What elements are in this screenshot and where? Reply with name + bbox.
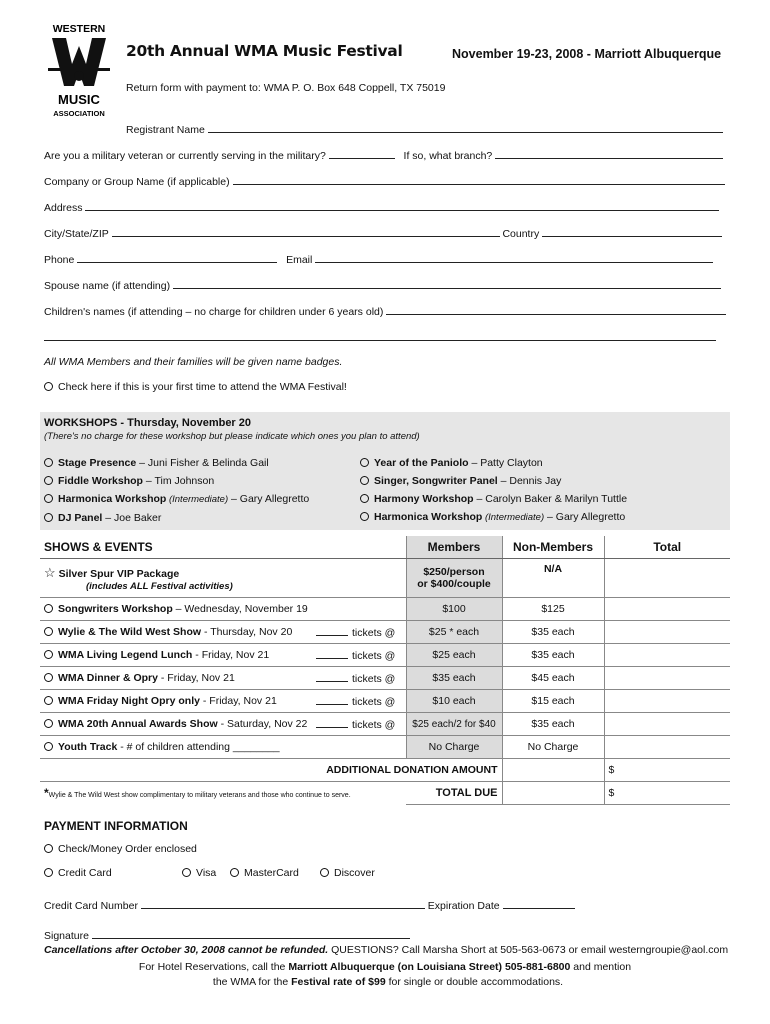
workshop-checkbox[interactable] [360,512,369,521]
workshops-subheading: (There's no charge for these workshop but please indicate which ones you plan to attend) [44,431,420,442]
phone-row [44,252,713,266]
members-price: $25 each/2 for $40 [406,713,502,736]
members-price: $10 each [406,690,502,713]
cancel-policy: Cancellations after October 30, 2008 cannot be refunded. [44,944,329,956]
city-row [44,226,722,240]
address-label: Address [44,202,83,214]
check-option: Check/Money Order enclosed [44,843,197,855]
payment-heading: PAYMENT INFORMATION [44,819,188,833]
tickets-field[interactable] [316,649,348,659]
workshop-checkbox[interactable] [44,494,53,503]
table-row: WMA Friday Night Opry only - Friday, Nov 21 tickets @ $10 each $15 each [40,690,730,713]
total-cell[interactable] [604,690,730,713]
country-field[interactable] [542,226,722,237]
total-cell[interactable] [604,713,730,736]
donation-row [40,759,730,782]
workshop-item: Fiddle Workshop – Tim Johnson [44,472,309,490]
hotel-line-2: the WMA for the Festival rate of $99 for single or double accommodations. [212,976,564,988]
total-cell[interactable] [604,644,730,667]
country-label: Country [502,228,540,240]
children-label: Children's names (if attending – no charge for children under 6 years old) [44,306,384,318]
address-field[interactable] [85,200,719,211]
table-row: WMA Living Legend Lunch - Friday, Nov 21 tickets @ $25 each $35 each [40,644,730,667]
event-checkbox[interactable] [44,673,53,682]
workshops-left [44,454,309,527]
military-field[interactable] [329,148,395,159]
logo-text-bot: ASSOCIATION [53,109,105,118]
workshops-heading: WORKSHOPS - Thursday, November 20 [44,417,252,429]
members-price: $100 [406,598,502,621]
workshop-checkbox[interactable] [360,494,369,503]
tickets-field[interactable] [316,718,348,728]
event-dates: November 19-23, 2008 - Marriott Albuquerque [452,47,722,61]
workshop-item: Harmonica Workshop (Intermediate) – Gary Allegretto [360,508,627,527]
nonmembers-price: $125 [502,598,604,621]
star-icon[interactable]: ☆ [44,564,56,580]
total-cell[interactable] [604,667,730,690]
children-row [44,304,726,318]
table-row: WMA Dinner & Opry - Friday, Nov 21 tickets @ $35 each $45 each [40,667,730,690]
company-field[interactable] [233,174,725,185]
page-title: 20th Annual WMA Music Festival [126,42,403,60]
registrant-label: Registrant Name [126,124,205,136]
event-checkbox[interactable] [44,604,53,613]
event-checkbox[interactable] [44,719,53,728]
workshop-checkbox[interactable] [44,513,53,522]
workshop-item: Singer, Songwriter Panel – Dennis Jay [360,472,627,490]
workshop-item: Harmonica Workshop (Intermediate) – Gary Allegretto [44,490,309,509]
table-header-row [40,536,730,559]
workshop-item: Stage Presence – Juni Fisher & Belinda Gail [44,454,309,472]
table-row: Youth Track - # of children attending ________ No Charge No Charge [40,736,730,759]
children-field[interactable] [386,304,726,315]
company-row [44,174,725,188]
nonmembers-price: $35 each [502,644,604,667]
event-checkbox[interactable] [44,742,53,751]
registrant-row [126,122,723,136]
credit-radio[interactable] [44,868,53,877]
logo-text-mid: MUSIC [58,92,100,107]
members-price: $35 each [406,667,502,690]
first-time-checkbox[interactable] [44,382,53,391]
company-label: Company or Group Name (if applicable) [44,176,230,188]
first-time-row [44,381,347,393]
nonmembers-price: $45 each [502,667,604,690]
vip-sub: (includes ALL Festival activities) [86,580,233,592]
discover-radio[interactable] [320,868,329,877]
table-row: Songwriters Workshop – Wednesday, November 19 $100 $125 [40,598,730,621]
card-number-row: Credit Card Number Expiration Date [44,898,575,912]
col-total: Total [604,536,730,559]
table-row: Wylie & The Wild West Show - Thursday, Nov 20 tickets @ $25 * each $35 each [40,621,730,644]
tickets-field[interactable] [316,672,348,682]
event-checkbox[interactable] [44,696,53,705]
footer-cancel-line [44,944,728,956]
hotel-line-1: For Hotel Reservations, call the Marriott Albuquerque (on Louisiana Street) 505-881-6800 and mention [138,961,632,973]
workshop-checkbox[interactable] [360,458,369,467]
city-label: City/State/ZIP [44,228,109,240]
military-row [44,148,723,162]
visa-radio[interactable] [182,868,191,877]
total-cell[interactable] [604,598,730,621]
workshop-item: Harmony Workshop – Carolyn Baker & Marilyn Tuttle [360,490,627,508]
donation-label: ADDITIONAL DONATION AMOUNT [40,759,502,782]
questions: QUESTIONS? Call Marsha Short at 505-563-0673 or email westerngroupie@aol.com [328,944,729,956]
visa-option: Visa [182,867,216,879]
vip-cell [40,559,406,598]
logo-text-top: WESTERN [52,23,106,35]
address-row [44,200,719,214]
credit-option: Credit Card [44,867,112,879]
vip-nonmembers: N/A [502,559,604,598]
workshop-checkbox[interactable] [44,458,53,467]
city-field[interactable] [112,226,500,237]
col-nonmembers: Non-Members [502,536,604,559]
workshop-checkbox[interactable] [44,476,53,485]
first-time-label: Check here if this is your first time to attend the WMA Festival! [58,381,347,393]
spouse-label: Spouse name (if attending) [44,280,171,292]
nonmembers-price: $15 each [502,690,604,713]
members-price: No Charge [406,736,502,759]
vip-total[interactable] [604,559,730,598]
badges-note: All WMA Members and their families will be given name badges. [44,356,343,368]
card-number-field[interactable] [141,898,425,909]
discover-option: Discover [320,867,375,879]
total-row [40,782,730,805]
members-price: $25 each [406,644,502,667]
total-due-amount[interactable]: $ [604,782,730,805]
nonmembers-price: $35 each [502,713,604,736]
email-field[interactable] [315,252,713,263]
donation-amount[interactable]: $ [604,759,730,782]
spouse-row [44,278,721,292]
total-cell[interactable] [604,736,730,759]
tickets-field[interactable] [316,695,348,705]
military-label: Are you a military veteran or currently serving in the military? [44,150,326,162]
footnote: *Wylie & The Wild West show complimentary to military veterans and those who continue to serve. [44,786,351,801]
phone-label: Phone [44,254,75,266]
col-event: SHOWS & EVENTS [40,536,406,559]
tickets-field[interactable] [316,626,348,636]
signature-row: Signature [44,928,410,942]
expiration-field[interactable] [503,898,575,909]
shows-table [40,536,730,805]
table-row-vip [40,559,730,598]
email-label: Email [286,254,313,266]
signature-field[interactable] [92,928,410,939]
children-field-line2[interactable] [44,330,716,341]
workshops-right [360,454,627,527]
mastercard-option: MasterCard [230,867,299,879]
table-row: WMA 20th Annual Awards Show - Saturday, Nov 22 tickets @ $25 each/2 for $40 $35 each [40,713,730,736]
registrant-field[interactable] [208,122,723,133]
branch-field[interactable] [495,148,723,159]
nonmembers-price: $35 each [502,621,604,644]
return-address: Return form with payment to: WMA P. O. Box 648 Coppell, TX 75019 [126,82,446,94]
vip-members: $250/person or $400/couple [406,559,502,598]
nonmembers-price: No Charge [502,736,604,759]
vip-name: Silver Spur VIP Package [58,567,180,580]
workshop-item: DJ Panel – Joe Baker [44,509,309,527]
check-radio[interactable] [44,844,53,853]
total-cell[interactable] [604,621,730,644]
spouse-field[interactable] [173,278,721,289]
workshop-checkbox[interactable] [360,476,369,485]
event-checkbox[interactable] [44,627,53,636]
col-members: Members [406,536,502,559]
phone-field[interactable] [77,252,277,263]
wma-logo [44,20,114,132]
branch-label: If so, what branch? [403,150,493,162]
mastercard-radio[interactable] [230,868,239,877]
total-due-label: TOTAL DUE [406,782,502,805]
workshop-item: Year of the Paniolo – Patty Clayton [360,454,627,472]
members-price: $25 * each [406,621,502,644]
event-checkbox[interactable] [44,650,53,659]
